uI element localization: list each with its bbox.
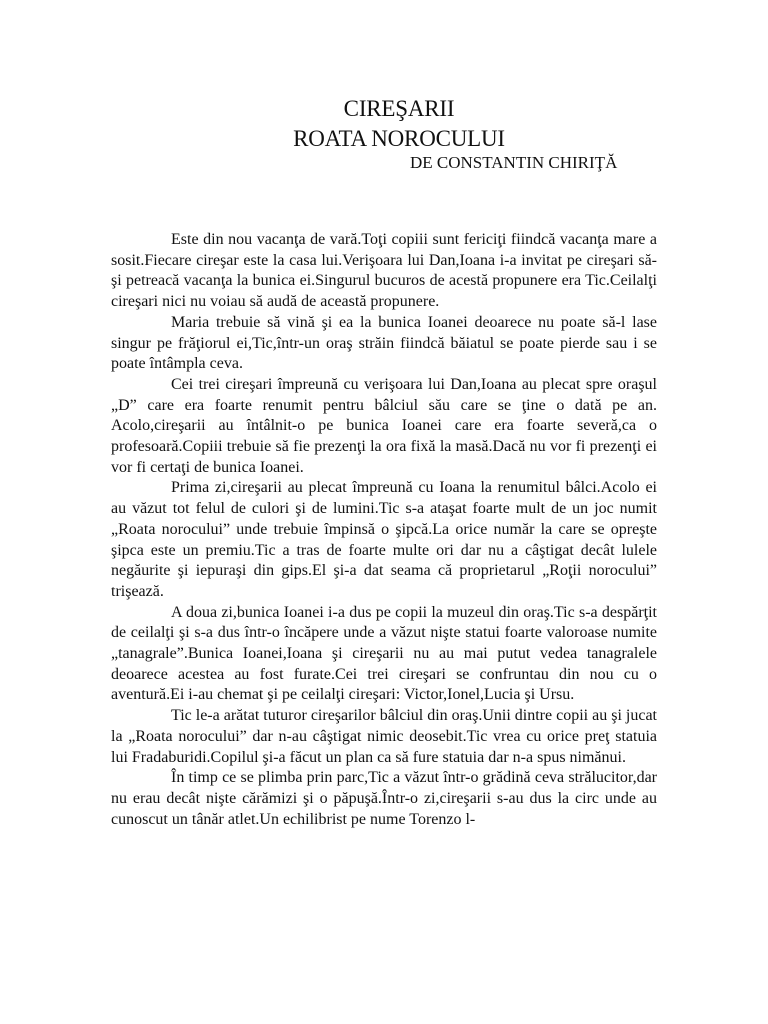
paragraph: Este din nou vacanţa de vară.Toţi copiii sunt fericiţi fiindcă vacanţa mare a sosit.Fiecare cireşar este la casa lui.Verişoara lui Dan,Ioana i-a invitat pe cireşari să-şi petreacă vacanţa la bunica ei.Singurul bucuros de acestă propunere era Tic.Ceilalţi cireşari nici nu voiau să audă de această propunere. bbox=[111, 231, 657, 311]
book-title: CIREŞARII bbox=[343, 96, 455, 121]
paragraph: Prima zi,cireşarii au plecat împreună cu Ioana la renumitul bâlci.Acolo ei au văzut tot felul de culori şi de lumini.Tic s-a ataşat foarte mult de un joc numit „Roata norocului” unde trebuie împinsă o şipcă.La orice număr la care se opreşte şipca este un premiu.Tic a tras de foarte multe ori dar nu a câştigat decât lulele negăurite şi iepuraşi din gips.El şi-a dat seama că proprietarul „Roţii norocului” trişează. bbox=[111, 479, 657, 600]
paragraph: Cei trei cireşari împreună cu verişoara lui Dan,Ioana au plecat spre oraşul „D” care era foarte renumit pentru bâlciul său care se ţine o dată pe an. Acolo,cireşarii au întâlnit-o pe bunica Ioanei care era foarte severă,ca o profesoară.Copiii trebuie să fie prezenţi la ora fixă la masă.Dacă nu vor fi prezenţi ei vor fi certaţi de bunica Ioanei. bbox=[111, 375, 657, 476]
paragraph: În timp ce se plimba prin parc,Tic a văzut într-o grădină ceva strălucitor,dar nu erau decât nişte cărămizi şi o păpuşă.Într-o zi,cireşarii s-au dus la circ unde au cunoscut un tânăr atlet.Un echilibrist pe nume Torenzo l- bbox=[111, 769, 657, 828]
author-line: DE CONSTANTIN CHIRIŢĂ bbox=[410, 153, 618, 172]
book-subtitle: ROATA NOROCULUI bbox=[293, 126, 505, 151]
paragraph: A doua zi,bunica Ioanei i-a dus pe copii la muzeul din oraş.Tic s-a despărţit de ceilalţi şi s-a dus într-o încăpere unde a văzut nişte statui foarte valoroase numite „tanagrale”.Bunica Ioanei,Ioana şi cireşarii nu au mai putut vedea tanagralele deoarece acestea au fost furate.Cei trei cireşari se confruntau din nou cu o aventură.Ei i-au chemat şi pe ceilalţi cireşari: Victor,Ionel,Lucia şi Ursu. bbox=[111, 603, 657, 704]
title-block bbox=[0, 94, 768, 154]
paragraph: Maria trebuie să vină şi ea la bunica Ioanei deoarece nu poate să-l lase singur pe frăţiorul ei,Tic,într-un oraş străin fiindcă băiatul se poate pierde sau i se poate întâmpla ceva. bbox=[111, 313, 657, 373]
body-text bbox=[111, 230, 657, 830]
paragraph: Tic le-a arătat tuturor cireşarilor bâlciul din oraş.Unii dintre copii au şi jucat la „Roata norocului” dar n-au câştigat nimic deosebit.Tic vrea cu orice preţ statuia lui Fradaburidi.Copilul şi-a făcut un plan ca să fure statuia dar n-a spus nimănui. bbox=[111, 707, 657, 766]
